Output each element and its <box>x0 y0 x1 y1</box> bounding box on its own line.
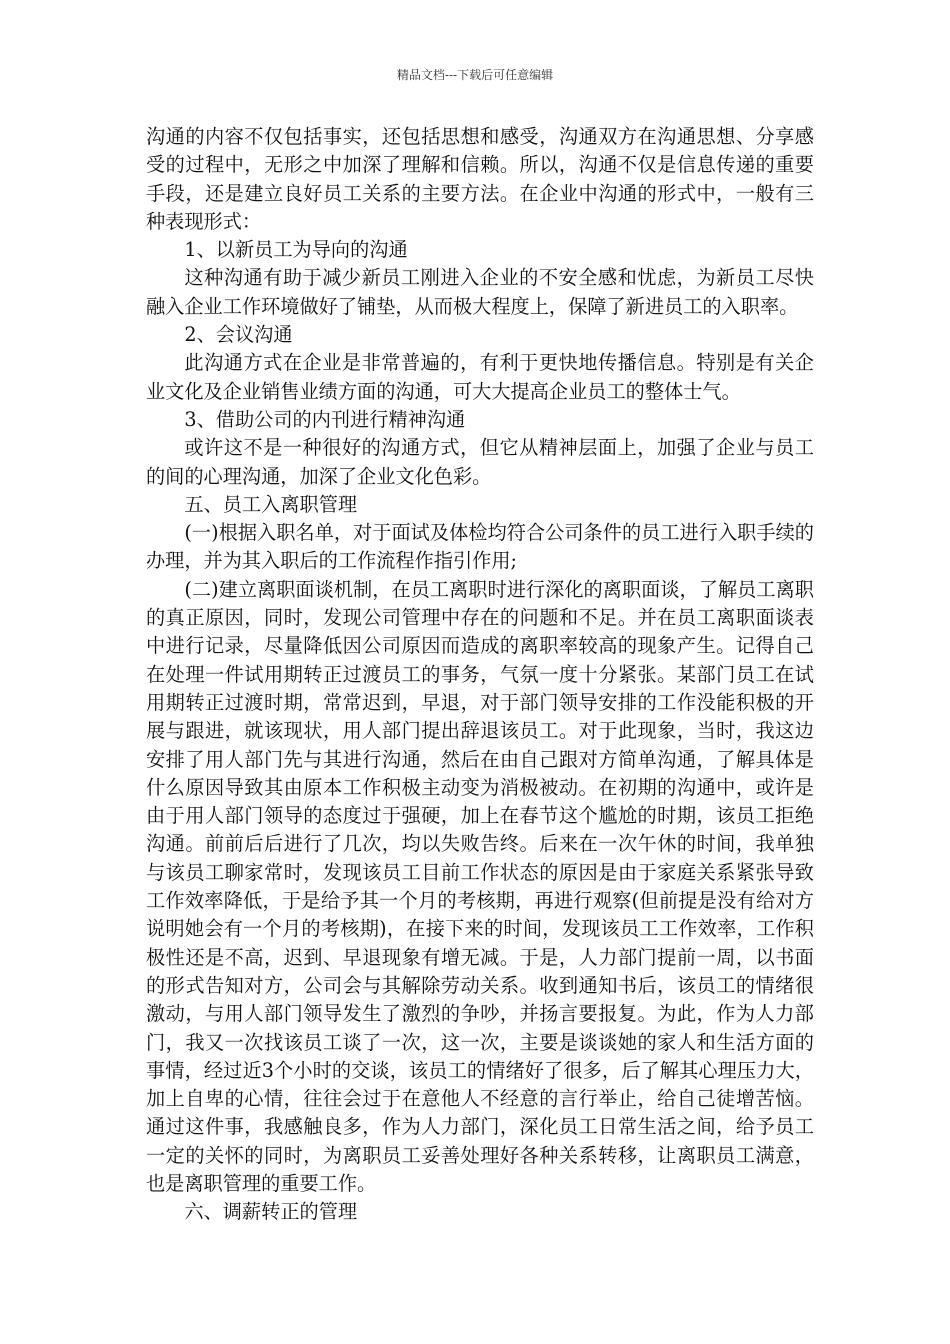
paragraph: 这种沟通有助于减少新员工刚进入企业的不安全感和忧虑，为新员工尽快融入企业工作环境做好了铺垫，从而极大程度上，保障了新进员工的入职率。 <box>146 266 814 318</box>
section-heading: 3、借助公司的内刊进行精神沟通 <box>184 407 466 431</box>
section-heading: 六、调薪转正的管理 <box>184 1200 358 1224</box>
page-header: 精品文档---下载后可任意编辑 <box>396 68 554 82</box>
section-heading: 2、会议沟通 <box>184 323 293 347</box>
paragraph: (二)建立离职面谈机制，在员工离职时进行深化的离职面谈，了解员工离职的真正原因，同时，发现公司管理中存在的问题和不足。并在员工离职面谈表中进行记录，尽量降低因公司原因而造成的离职率较高的现象产生。记得自己在处理一件试用期转正过渡员工的事务，气氛一度十分紧张。某部门员工在试用期转正过渡时期，常常迟到，早退，对于部门领导安排的工作没能积极的开展与跟进，就该现状，用人部门提出辞退该员工。对于此现象，当时，我这边安排了用人部门先与其进行沟通，然后在由自己跟对方简单沟通，了解具体是什么原因导致其由原本工作积极主动变为消极被动。在初期的沟通中，或许是由于用人部门领导的态度过于强硬，加上在春节这个尴尬的时期，该员工拒绝沟通。前前后后进行了几次，均以失败告终。后来在一次午休的时间，我单独与该员工聊家常时，发现该员工目前工作状态的原因是由于家庭关系紧张导致工作效率降低，于是给予其一个月的考核期，再进行观察(但前提是没有给对方说明她会有一个月的考核期)，在接下来的时间，发现该员工工作效率，工作积极性还是不高，迟到、早退现象有增无减。于是，人力部门提前一周，以书面的形式告知对方，公司会与其解除劳动关系。收到通知书后，该员工的情绪很激动，与用人部门领导发生了激烈的争吵，并扬言要报复。为此，作为人力部门，我又一次找该员工谈了一次，这一次，主要是谈谈她的家人和生活方面的事情，经过近3个小时的交谈，该员工的情绪好了很多，后了解其心理压力大，加上自卑的心情，往往会过于在意他人不经意的言行举止，给自己徒增苦恼。通过这件事，我感触良多，作为人力部门，深化员工日常生活之间，给予员工一定的关怀的同时，为离职员工妥善处理好各种关系转移，让离职员工满意，也是离职管理的重要工作。 <box>146 577 814 1195</box>
paragraph: 沟通的内容不仅包括事实，还包括思想和感受，沟通双方在沟通思想、分享感受的过程中，无形之中加深了理解和信赖。所以，沟通不仅是信息传递的重要手段，还是建立良好员工关系的主要方法。在企业中沟通的形式中，一般有三种表现形式： <box>146 125 814 233</box>
paragraph: 或许这不是一种很好的沟通方式，但它从精神层面上，加强了企业与员工的间的心理沟通，加深了企业文化色彩。 <box>146 436 814 488</box>
paragraph: (一)根据入职名单，对于面试及体检均符合公司条件的员工进行入职手续的办理，并为其入职后的工作流程作指引作用; <box>146 521 814 573</box>
document-body <box>146 123 814 1227</box>
paragraph: 此沟通方式在企业是非常普遍的，有利于更快地传播信息。特别是有关企业文化及企业销售业绩方面的沟通，可大大提高企业员工的整体士气。 <box>146 351 814 403</box>
section-heading: 五、员工入离职管理 <box>184 492 358 516</box>
section-heading: 1、以新员工为导向的沟通 <box>184 238 408 262</box>
